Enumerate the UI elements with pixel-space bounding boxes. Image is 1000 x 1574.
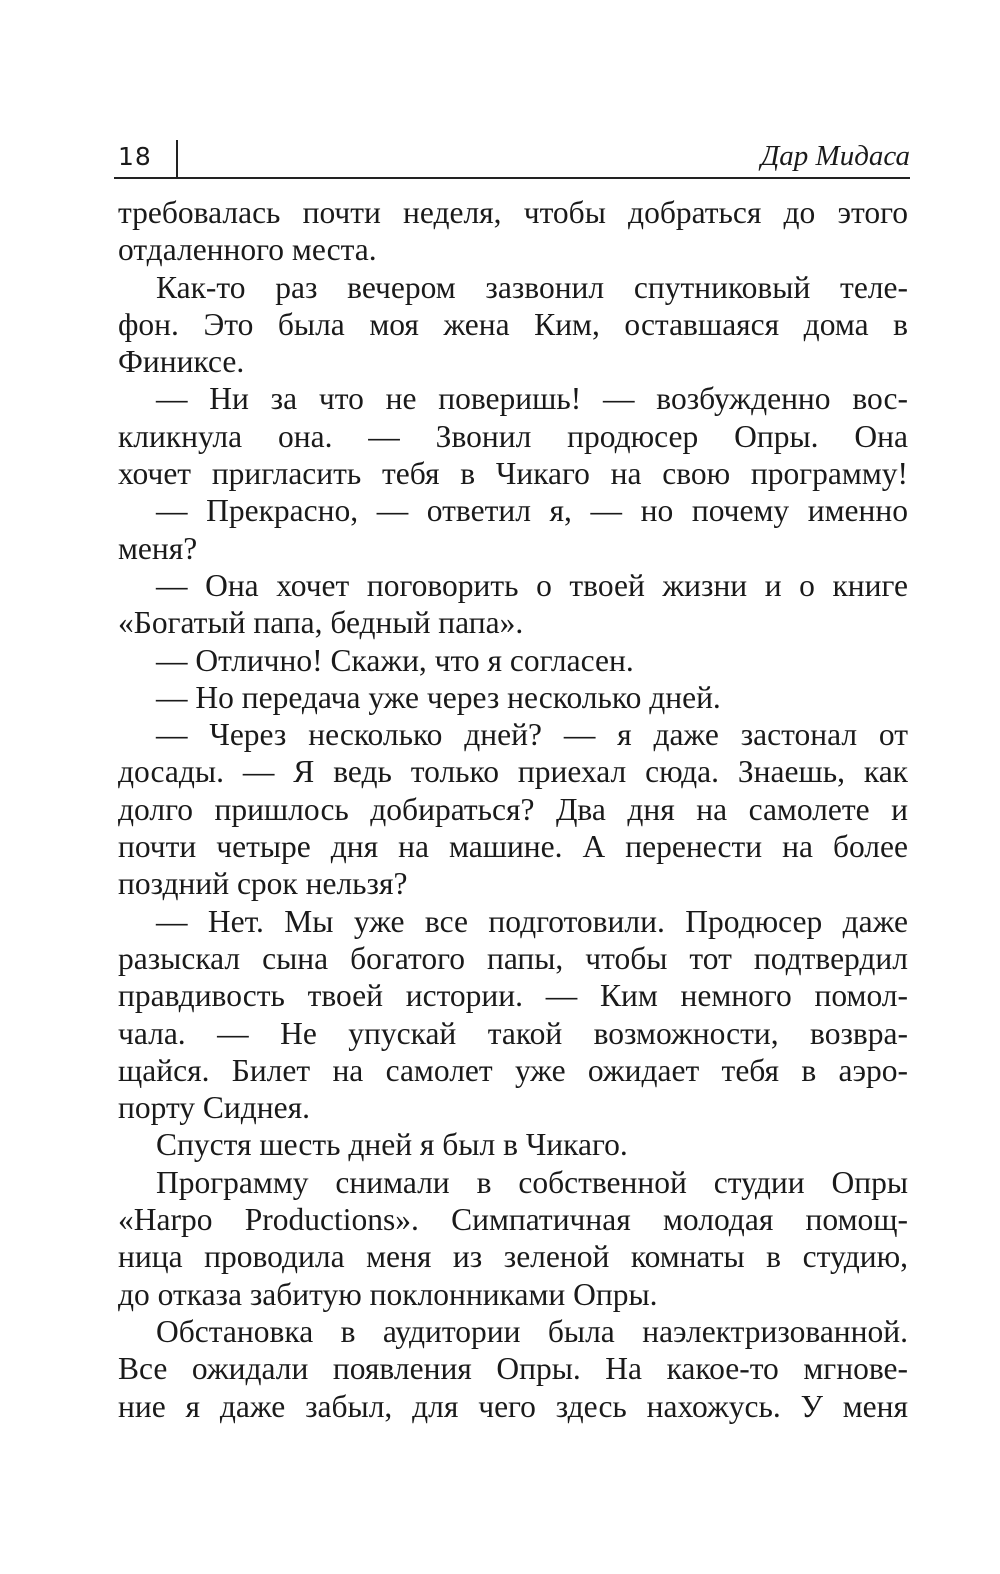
page-number: 18 <box>118 142 152 171</box>
text-line: хочет пригласить тебя в Чикаго на свою программу! <box>118 456 908 492</box>
text-line: чала. — Не упускай такой возможности, возвра- <box>118 1015 908 1051</box>
text-line: — Отлично! Скажи, что я согласен. <box>156 642 634 678</box>
text-line: правдивость твоей истории. — Ким немного помол- <box>118 978 908 1014</box>
text-line: досады. — Я ведь только приехал сюда. Знаешь, как <box>118 754 908 790</box>
body-text <box>118 194 908 1425</box>
text-line: Спустя шесть дней я был в Чикаго. <box>156 1127 628 1163</box>
text-line: почти четыре дня на машине. А перенести на более <box>118 829 908 865</box>
text-line: Программу снимали в собственной студии Опры <box>156 1164 908 1200</box>
text-line: «Harpo Productions». Симпатичная молодая помощ- <box>118 1202 908 1238</box>
text-line: требовалась почти неделя, чтобы добраться до этого <box>118 195 908 230</box>
text-line: «Богатый папа, бедный папа». <box>118 605 524 641</box>
text-line: — Она хочет поговорить о твоей жизни и о книге <box>156 567 908 603</box>
text-line: щайся. Билет на самолет уже ожидает тебя в аэро- <box>118 1052 908 1088</box>
text-line: порту Сиднея. <box>118 1090 311 1126</box>
text-line: отдаленного места. <box>118 232 377 268</box>
text-line: кликнула она. — Звонил продюсер Опры. Она <box>118 418 908 454</box>
text-line: ние я даже забыл, для чего здесь нахожусь. У меня <box>118 1388 908 1424</box>
text-line: поздний срок нельзя? <box>118 866 408 902</box>
header-divider <box>176 140 178 179</box>
text-line: — Прекрасно, — ответил я, — но почему именно <box>156 493 908 529</box>
text-line: Финиксе. <box>118 344 245 380</box>
text-line: разыскал сына богатого папы, чтобы тот подтвердил <box>118 940 908 976</box>
text-line: фон. Это была моя жена Ким, оставшаяся дома в <box>118 306 908 342</box>
running-header <box>114 138 910 182</box>
text-line: долго пришлось добираться? Два дня на самолете и <box>118 791 908 827</box>
text-line: меня? <box>118 530 198 566</box>
book-title: Дар Мидаса <box>760 140 910 172</box>
header-rule <box>176 177 910 179</box>
text-line: — Но передача уже через несколько дней. <box>156 679 721 715</box>
text-line: Как-то раз вечером зазвонил спутниковый теле- <box>156 269 908 305</box>
header-rule-left <box>114 177 176 179</box>
text-line: — Нет. Мы уже все подготовили. Продюсер даже <box>156 903 908 939</box>
text-line: — Через несколько дней? — я даже застонал от <box>156 717 908 753</box>
text-line: Все ожидали появления Опры. На какое-то мгнове- <box>118 1351 908 1387</box>
text-line: — Ни за что не поверишь! — возбужденно вос- <box>156 381 908 417</box>
text-line: ница проводила меня из зеленой комнаты в студию, <box>118 1239 908 1275</box>
text-line: до отказа забитую поклонниками Опры. <box>118 1276 658 1312</box>
text-line: Обстановка в аудитории была наэлектризованной. <box>156 1313 908 1349</box>
